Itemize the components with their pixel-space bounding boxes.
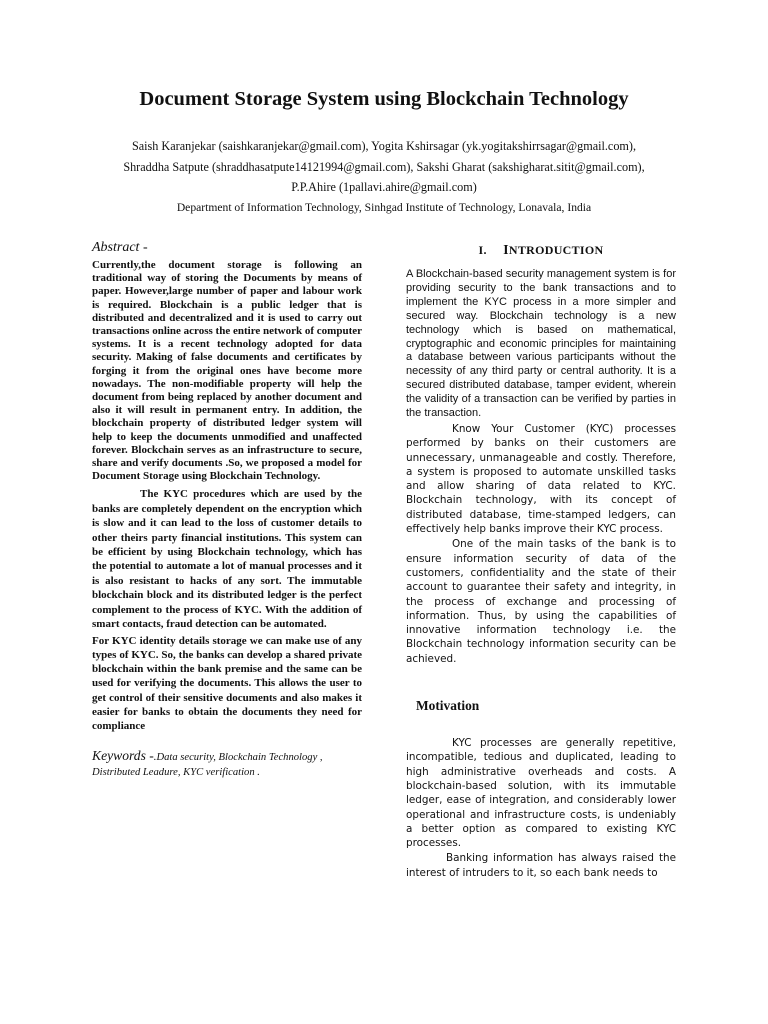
body-paragraph: One of the main tasks of the bank is to ensure information security of data of the customers, confidentiality and the state of their account to guarantee their safety and integrity, in the process of exchange and processing of information. Thus, by using the capabilities of innovative information technology i.e. the Blockchain technology information security can be achieved. <box>406 538 676 665</box>
paper-title: Document Storage System using Blockchain Technology <box>139 88 629 110</box>
author-block <box>60 136 708 218</box>
body-paragraph: Banking information has always raised the interest of intruders to it, so each bank needs to <box>406 852 676 879</box>
abstract-paragraph: Currently,the document storage is following an traditional way of storing the Documents by means of paper. However,large number of paper and labour work is required. Blockchain is a public ledger that is distributed and decentralized and it is used to carry out transactions online across the entire network of computer systems. It is a recent technology adopted for data security. Making of false documents and certificates by forging it from the original ones have become more nowadays. The non-modifiable property will help the document from being replaced by another document and also it will result in permanent entry. In addition, the blockchain property of distributed ledger system will help to keep the documents unmodified and unaffected forever. Blockchain serves as an infrastructure to secure, share and verify documents .So, we proposed a model for Document Storage using Blockchain Technology. <box>92 259 362 483</box>
keywords-label: Keywords - <box>92 747 154 763</box>
affiliation: Department of Information Technology, Sinhgad Institute of Technology, Lonavala, India <box>176 200 592 214</box>
keywords-text: .Data security, Blockchain Technology , Distributed Leadure, KYC verification . <box>92 751 323 778</box>
abstract-paragraph: The KYC procedures which are used by the banks are completely dependent on the encryption which is slow and it can lead to the loss of customer details to other theirs party financial institutions. This system can be efficient by using Blockchain technology, which has the potential to automate a lot of manual processes and it is also resistant to hacks of any sort. The immutable blockchain block and its distributed ledger is the perfect complement to the process of KYC. With the addition of smart contacts, fraud detection can be automated. <box>92 488 362 631</box>
body-paragraph: KYC processes are generally repetitive, incompatible, tedious and duplicated, leading to high administrative overheads and costs. A blockchain-based solution, with its immutable ledger, ease of integration, and considerably lower operational and infrastructure costs, is undeniably a better option as compared to existing KYC processes. <box>406 737 676 850</box>
body-paragraph: Know Your Customer (KYC) processes performed by banks on their customers are unnecessary, unmanageable and costly. Therefore, a system is proposed to automate unskilled tasks and allow sharing of data related to KYC. Blockchain technology, with its concept of distributed database, time-stamped ledgers, can effectively help banks improve their KYC process. <box>406 422 676 536</box>
section-heading-introduction <box>406 242 676 258</box>
abstract-heading: Abstract - <box>92 240 148 255</box>
keywords <box>92 748 362 780</box>
section-heading-motivation: Motivation <box>416 698 480 714</box>
body-paragraph: A Blockchain-based security management system is for providing security to the bank transactions and to implement the KYC process in a more simpler and secured way. Blockchain technology is a new technology which is based on mathematical, cryptographic and economic principles for maintaining a database between various participants without the necessity of any third party or central authority. It is a secured distributed database, tamper evident, wherein the validity of a transaction can be verified by parties in the transaction. <box>406 268 676 420</box>
right-column <box>406 240 676 880</box>
author-line: P.P.Ahire (1pallavi.ahire@gmail.com) <box>291 180 477 194</box>
section-number: I. <box>478 243 487 257</box>
left-column <box>92 240 362 780</box>
author-line: Saish Karanjekar (saishkaranjekar@gmail.com), Yogita Kshirsagar (yk.yogitakshirrsagar@gmail.com), <box>131 139 637 153</box>
section-heading-initial: I <box>503 242 509 257</box>
abstract-paragraph: For KYC identity details storage we can make use of any types of KYC. So, the banks can develop a shared private blockchain within the bank premise and the same can be used for verifying the documents. This allows the user to get control of their sensitive documents and also makes it easier for banks to obtain the documents they need for compliance <box>92 634 362 733</box>
section-heading-rest: NTRODUCTION <box>508 243 604 257</box>
author-line: Shraddha Satpute (shraddhasatpute14121994@gmail.com), Sakshi Gharat (sakshigharat.sitit@gmail.com), <box>123 159 645 174</box>
